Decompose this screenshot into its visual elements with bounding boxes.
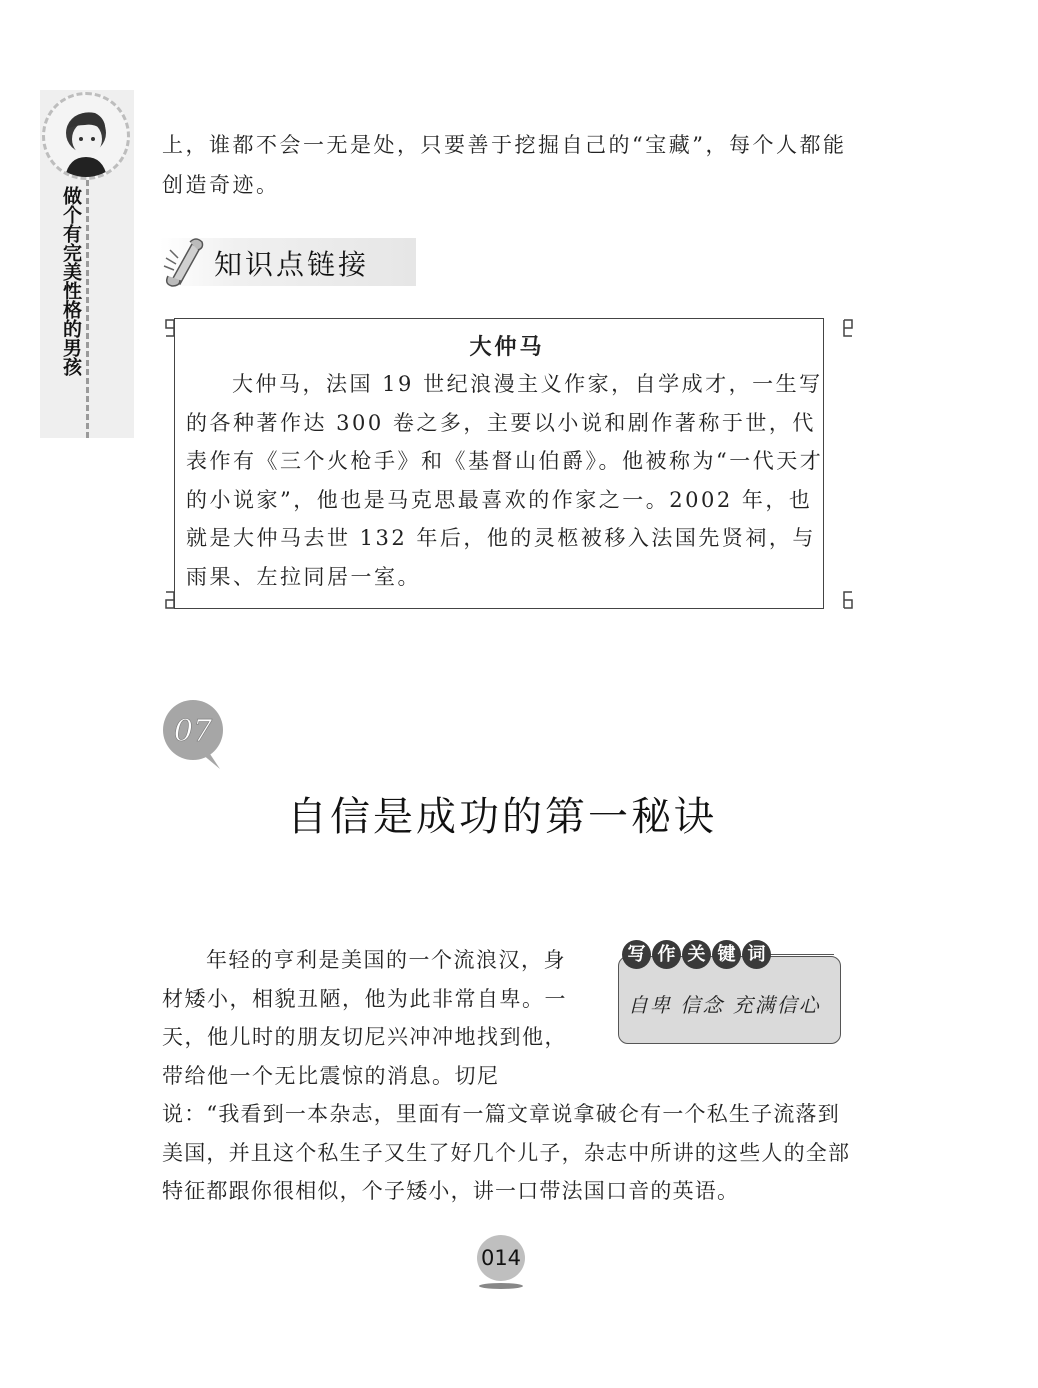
keywords-box-top-line bbox=[764, 954, 834, 955]
keyword-label-char: 键 bbox=[712, 940, 741, 969]
keyword-label-char: 关 bbox=[682, 940, 711, 969]
page-number-shadow bbox=[479, 1283, 523, 1289]
knowledge-box-title: 大仲马 bbox=[469, 334, 545, 360]
intro-paragraph: 上，谁都不会一无是处，只要善于挖掘自己的“宝藏”，每个人都能创造奇迹。 bbox=[162, 133, 847, 197]
scroll-icon bbox=[162, 236, 208, 288]
section-number: 07 bbox=[173, 714, 213, 749]
story-paragraph-start: 年轻的亨利是美国的一个流浪汉，身材矮小，相貌丑陋，他为此非常自卑。一天，他儿时的朋友切尼兴冲冲地找到他，带给他一个无比震惊的消息。切尼 bbox=[162, 948, 567, 1088]
boy-avatar-icon bbox=[42, 92, 130, 180]
keyword-label-char: 写 bbox=[622, 940, 651, 969]
writing-keywords-text: 自卑 信念 充满信心 bbox=[628, 993, 821, 1017]
writing-keywords-label bbox=[622, 940, 771, 970]
knowledge-box-text: 大仲马，法国 19 世纪浪漫主义作家，自学成才，一生写的各种著作达 300 卷之多，主要以小说和剧作著称于世，代表作有《三个火枪手》和《基督山伯爵》。他被称为“一代天才的小说家”，他也是马克思最喜欢的作家之一。2002 年，也就是大仲马去世 132 年后，他的灵柩被移入法国先贤祠，与雨果、左拉同居一室。 bbox=[186, 372, 824, 589]
knowledge-link-heading: 知识点链接 bbox=[214, 248, 370, 281]
chapter-title: 自信是成功的第一秘诀 bbox=[287, 794, 717, 840]
keyword-label-char: 词 bbox=[742, 940, 771, 969]
story-paragraph-continued: 说：“我看到一本杂志，里面有一篇文章说拿破仑有一个私生子流落到美国，并且这个私生子又生了好几个儿子，杂志中所讲的这些人的全部特征都跟你很相似，个子矮小，讲一口带法国口音的英语。 bbox=[162, 1102, 851, 1203]
section-number-badge bbox=[162, 699, 224, 771]
page-number: 014 bbox=[477, 1235, 525, 1281]
side-tab-title: 做个有完美性格的男孩 bbox=[60, 186, 82, 376]
keyword-label-char: 作 bbox=[652, 940, 681, 969]
side-dashed-line bbox=[86, 180, 89, 438]
